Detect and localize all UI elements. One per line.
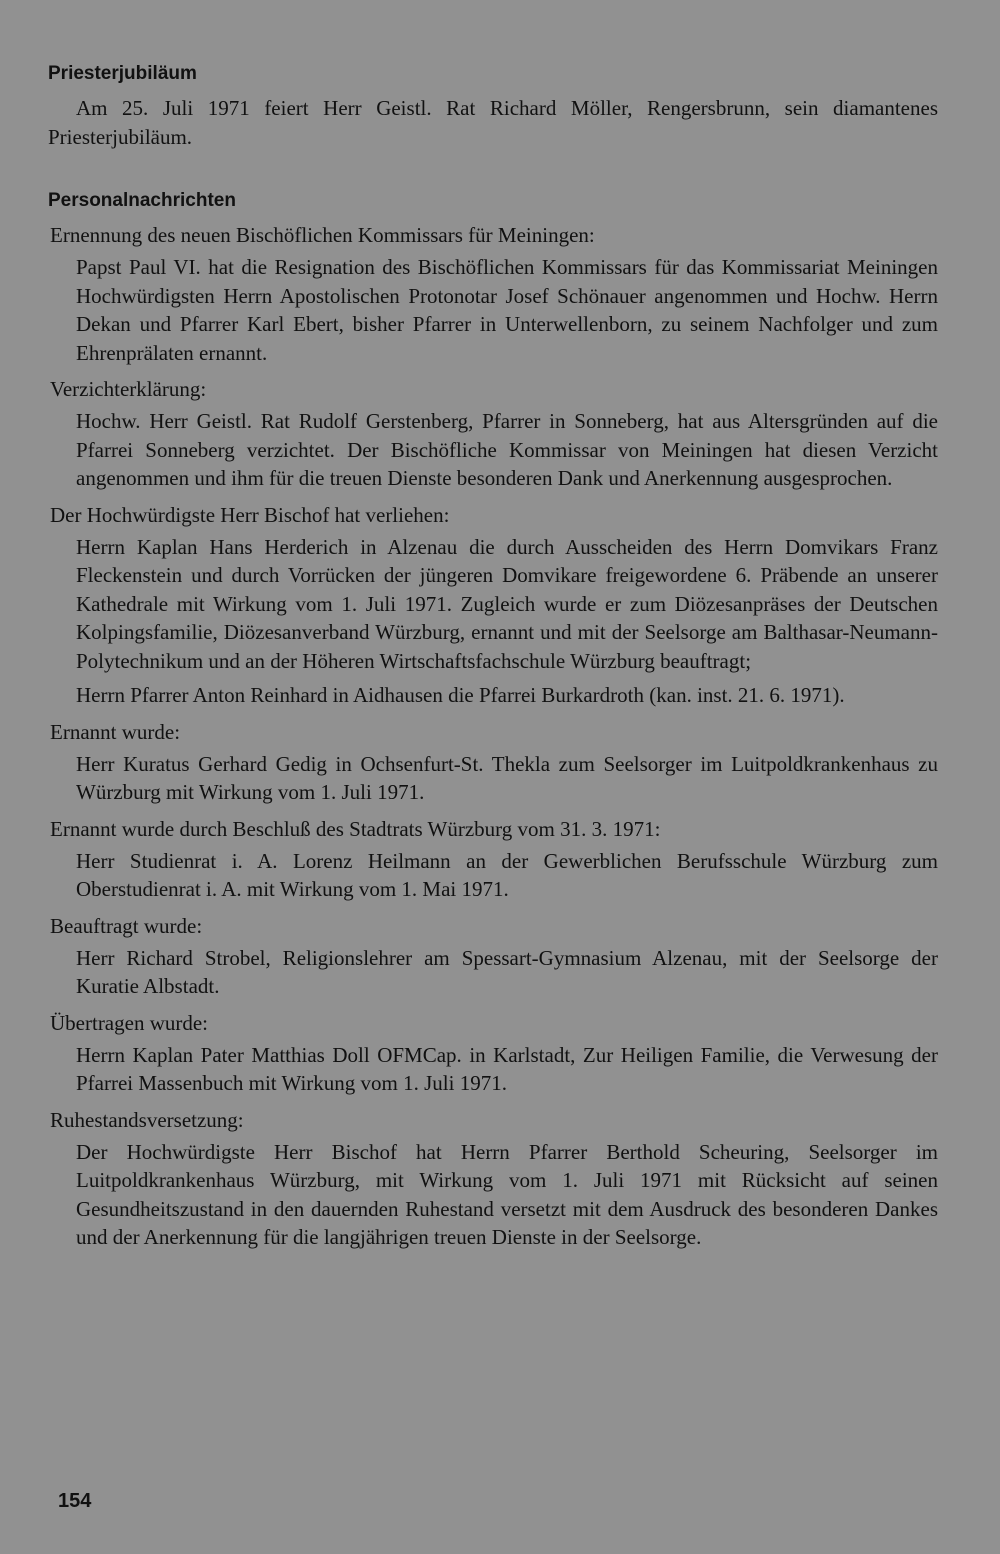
group-label: Beauftragt wurde: bbox=[50, 913, 203, 938]
group-conferred bbox=[48, 501, 938, 710]
group-label: Ernennung des neuen Bischöflichen Kommissars für Meiningen: bbox=[50, 223, 595, 247]
group-label: Ernannt wurde: bbox=[50, 719, 181, 744]
personnel-heading: Personalnachrichten bbox=[48, 190, 236, 211]
group-appointed-city-council bbox=[48, 815, 938, 904]
group-paragraph: Herr Richard Strobel, Religionslehrer am Spessart-Gymnasium Alzenau, mit der Seelsorge der Kuratie Albstadt. bbox=[76, 945, 938, 998]
group-paragraph: Herrn Kaplan Hans Herderich in Alzenau die durch Ausscheiden des Herrn Domvikars Franz Fleckenstein und durch Vorrücken der jüngeren Domvikare freigewordene 6. Präbende an unserer Kathedrale mit Wirkung vom 1. Juli 1971. Zugleich wurde er zum Diözesanpräses der Deutschen Kolpingsfamilie, Diözesanverband Würzburg, ernannt und mit der Seelsorge am Balthasar-Neumann-Polytechnikum und an der Höheren Wirtschaftsfachschule Würzburg beauftragt; bbox=[76, 534, 938, 673]
document-page bbox=[48, 60, 938, 1288]
group-paragraph: Hochw. Herr Geistl. Rat Rudolf Gerstenberg, Pfarrer in Sonneberg, hat aus Altersgründen auf die Pfarrei Sonneberg verzichtet. Der Bischöfliche Kommissar von Meiningen hat diesen Verzicht angenommen und ihm für die treuen Dienste besonderen Dank und Anerkennung ausgesprochen. bbox=[76, 409, 938, 490]
personnel-section bbox=[48, 187, 938, 1252]
group-appointed bbox=[48, 718, 938, 807]
group-label: Verzichterklärung: bbox=[50, 377, 207, 401]
group-paragraph: Herrn Pfarrer Anton Reinhard in Aidhausen die Pfarrei Burkardroth (kan. inst. 21. 6. 1971). bbox=[76, 683, 845, 707]
group-paragraph: Papst Paul VI. hat die Resignation des Bischöflichen Kommissars für das Kommissariat Meiningen Hochwürdigsten Herrn Apostolischen Protonotar Josef Schönauer angenommen und Hochw. Herrn Dekan und Pfarrer Karl Ebert, bisher Pfarrer in Unterwellenborn, zu seinem Nachfolger und zum Ehrenprälaten ernannt. bbox=[76, 255, 938, 365]
group-commissioned bbox=[48, 912, 938, 1001]
group-paragraph: Der Hochwürdigste Herr Bischof hat Herrn Pfarrer Berthold Scheuring, Seelsorger im Luitpoldkrankenhaus Würzburg, mit Wirkung vom 1. Juli 1971 mit Rücksicht auf seinen Gesundheitszustand in den dauernden Ruhestand versetzt mit dem Ausdruck des besonderen Dankes und der Anerkennung für die langjährigen treuen Dienste in der Seelsorge. bbox=[76, 1139, 938, 1249]
group-label: Ernannt wurde durch Beschluß des Stadtrats Würzburg vom 31. 3. 1971: bbox=[50, 816, 661, 841]
group-label: Ruhestandsversetzung: bbox=[50, 1107, 244, 1132]
group-resignation bbox=[48, 375, 938, 493]
group-transferred bbox=[48, 1009, 938, 1098]
jubilee-paragraph: Am 25. Juli 1971 feiert Herr Geistl. Rat Richard Möller, Rengersbrunn, sein diamantenes Priesterjubiläum. bbox=[48, 96, 938, 149]
group-retirement bbox=[48, 1106, 938, 1252]
group-paragraph: Herr Kuratus Gerhard Gedig in Ochsenfurt-St. Thekla zum Seelsorger im Luitpoldkrankenhaus zu Würzburg mit Wirkung vom 1. Juli 1971. bbox=[76, 751, 938, 804]
group-label: Übertragen wurde: bbox=[50, 1010, 209, 1035]
group-paragraph: Herr Studienrat i. A. Lorenz Heilmann an der Gewerblichen Berufsschule Würzburg zum Oberstudienrat i. A. mit Wirkung vom 1. Mai 1971. bbox=[76, 848, 938, 901]
page-number: 154 bbox=[58, 1490, 92, 1512]
group-label: Der Hochwürdigste Herr Bischof hat verliehen: bbox=[50, 502, 450, 527]
group-commissioner bbox=[48, 221, 938, 367]
jubilee-heading: Priesterjubiläum bbox=[48, 63, 197, 84]
jubilee-section bbox=[48, 60, 938, 151]
group-paragraph: Herrn Kaplan Pater Matthias Doll OFMCap. in Karlstadt, Zur Heiligen Familie, die Verwesung der Pfarrei Massenbuch mit Wirkung vom 1. Juli 1971. bbox=[76, 1042, 938, 1095]
